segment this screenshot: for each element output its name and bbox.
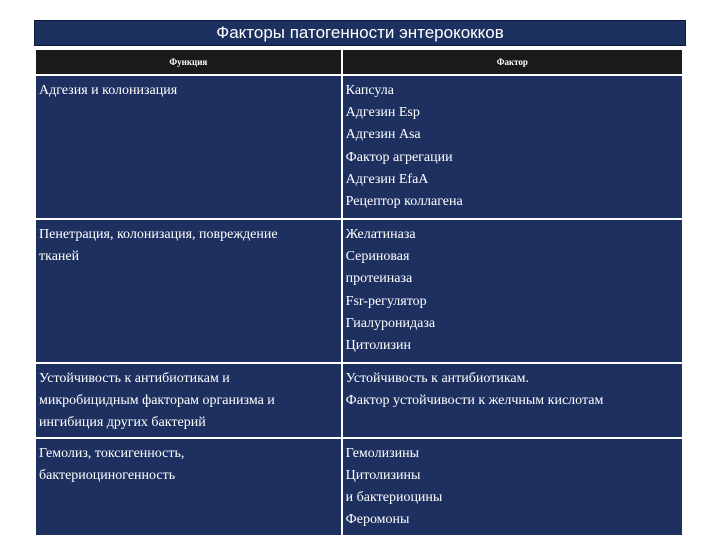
- table-row: [35, 363, 683, 438]
- table-row: [35, 75, 683, 219]
- factor-cell: [342, 438, 683, 536]
- table-header-row: [35, 49, 683, 75]
- factor-cell: [342, 219, 683, 363]
- function-text: Адгезия и колонизация: [39, 83, 178, 98]
- function-text: Гемолиз, токсигенность,: [39, 445, 185, 461]
- header-factor: Фактор: [342, 49, 683, 75]
- function-text: Устойчивость к антибиотикам и: [39, 371, 230, 386]
- function-text: микробицидным факторам организма и: [39, 393, 275, 409]
- factor-text: Цитолизин: [345, 338, 412, 354]
- table-row: [35, 438, 683, 536]
- pathogenicity-factors-table: [34, 48, 684, 537]
- factor-text: Фактор устойчивости к желчным кислотам: [345, 393, 604, 409]
- header-function: Функция: [35, 49, 342, 75]
- factor-text: и бактериоцины: [345, 490, 443, 506]
- factor-text: Феромоны: [345, 512, 410, 528]
- slide-title: Факторы патогенности энтерококков: [34, 20, 686, 46]
- factor-text: Рецептор коллагена: [345, 194, 463, 210]
- factor-text: Адгезин EfaA: [345, 171, 429, 187]
- function-text: бактериоциногенность: [39, 467, 176, 483]
- factor-text: Капсула: [345, 83, 394, 98]
- function-cell: [35, 363, 342, 438]
- factor-text: Адгезин Asa: [345, 127, 421, 143]
- table-row: [35, 219, 683, 363]
- function-text: тканей: [39, 249, 80, 265]
- factor-text: Адгезин Esp: [345, 105, 420, 121]
- factor-text: протеиназа: [345, 271, 413, 287]
- factor-text: Желатиназа: [345, 227, 416, 242]
- function-text: Пенетрация, колонизация, повреждение: [39, 227, 278, 242]
- factor-text: Гемолизины: [345, 445, 419, 461]
- function-cell: [35, 75, 342, 219]
- factor-cell: [342, 363, 683, 438]
- factor-text: Фактор агрегации: [345, 149, 453, 165]
- factor-text: Цитолизины: [345, 467, 421, 483]
- factor-text: Гиалуронидаза: [345, 315, 436, 331]
- factor-text: Сериновая: [345, 249, 410, 265]
- factor-cell: [342, 75, 683, 219]
- function-text: ингибиция других бактерий: [39, 415, 206, 431]
- factor-text: Устойчивость к антибиотикам.: [345, 371, 529, 386]
- function-cell: [35, 219, 342, 363]
- function-cell: [35, 438, 342, 536]
- factor-text: Fsr-регулятор: [345, 293, 427, 309]
